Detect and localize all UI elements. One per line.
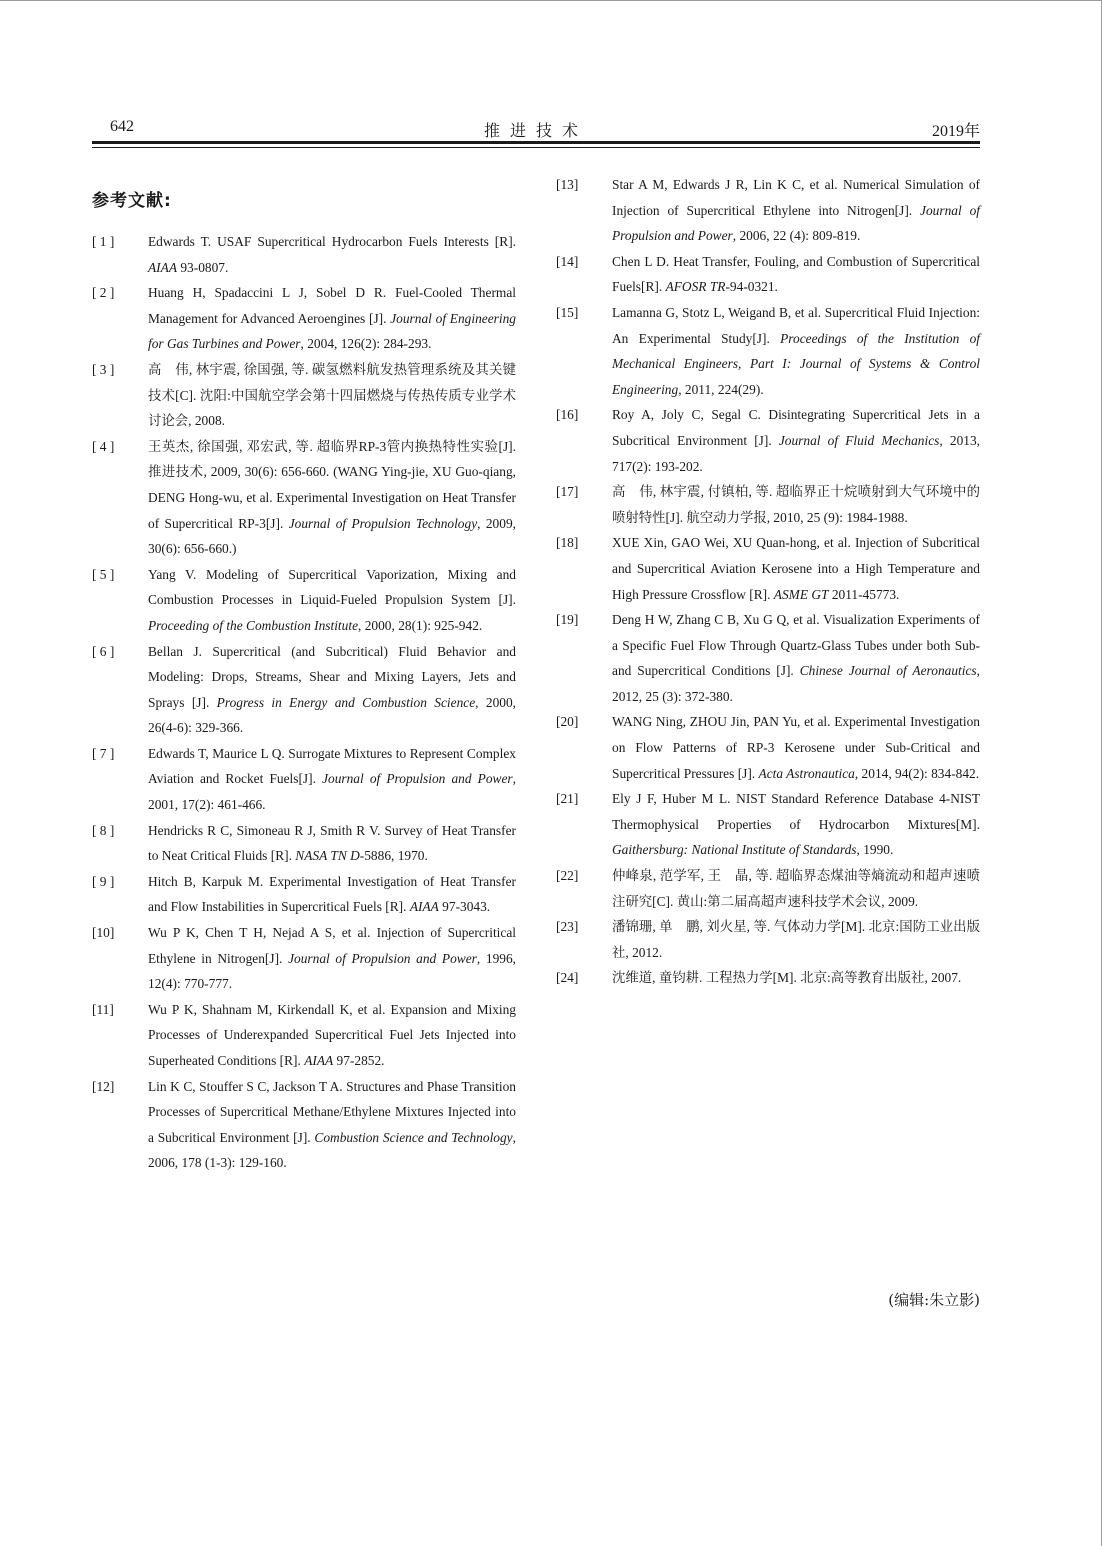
reference-text-segment: Hitch B, Karpuk M. Experimental Investigation of Heat Transfer and Flow Instabilities in Supercritical Fuels [R]. xyxy=(148,873,516,915)
references-column-left xyxy=(92,229,516,1176)
reference-text-segment: 高 伟, 林宇震, 付镇柏, 等. 超临界正十烷喷射到大气环境中的喷射特性[J]. 航空动力学报, 2010, 25 (9): 1984-1988. xyxy=(612,484,980,525)
reference-entry xyxy=(92,229,516,280)
reference-number: [22] xyxy=(556,868,579,884)
reference-text-segment: -5886, 1970. xyxy=(359,848,428,864)
reference-entry xyxy=(92,639,516,741)
reference-number: [19] xyxy=(556,612,579,628)
reference-source-italic: Proceeding of the Combustion Institute xyxy=(148,617,359,633)
reference-text-segment: Ely J F, Huber M L. NIST Standard Reference Database 4-NIST Thermophysical Properties of Hydrocarbon Mixtures[M]. xyxy=(612,791,980,832)
reference-text-segment: Edwards T. USAF Supercritical Hydrocarbon Fuels Interests [R]. xyxy=(148,234,516,249)
reference-text-segment: , 2012, 25 (3): 372-380. xyxy=(612,663,980,704)
reference-entry xyxy=(92,357,516,434)
reference-entry xyxy=(556,863,980,914)
reference-text-segment: XUE Xin, GAO Wei, XU Quan-hong, et al. Injection of Subcritical and Supercritical Aviation Kerosene into a High Temperature and High Pressure Crossflow [R]. xyxy=(612,535,980,602)
reference-number: [18] xyxy=(556,535,579,551)
reference-text xyxy=(148,357,516,434)
reference-entry xyxy=(92,280,516,357)
reference-text xyxy=(612,300,980,402)
reference-text xyxy=(148,639,516,741)
reference-text-segment: 沈维道, 童钧耕. 工程热力学[M]. 北京:高等教育出版社, 2007. xyxy=(612,970,962,986)
editor-note: (编辑:朱立影) xyxy=(888,1291,980,1309)
reference-source-italic: Journal of Engineering for Gas Turbines and Power xyxy=(148,310,516,352)
reference-text xyxy=(612,607,980,709)
reference-text xyxy=(148,562,516,639)
reference-text-segment: -94-0321. xyxy=(725,279,778,295)
reference-text-segment: Deng H W, Zhang C B, Xu G Q, et al. Visualization Experiments of a Specific Fuel Flow Through Quartz-Glass Tubes under both Sub-and Supercritical Conditions [J]. xyxy=(612,612,980,679)
reference-text-segment: 97-2852. xyxy=(333,1053,385,1068)
reference-entry xyxy=(556,300,980,402)
reference-source-italic: Journal of Propulsion and Power xyxy=(612,202,980,244)
reference-entry xyxy=(556,965,980,991)
reference-source-italic: Acta Astronautica xyxy=(758,765,855,781)
reference-text-segment: Yang V. Modeling of Supercritical Vaporization, Mixing and Combustion Processes in Liquid-Fueled Propulsion System [J]. xyxy=(148,566,516,608)
reference-text xyxy=(612,479,980,530)
reference-text xyxy=(148,229,516,280)
reference-text xyxy=(612,914,980,965)
reference-entry xyxy=(556,249,980,300)
reference-number: [24] xyxy=(556,970,579,986)
issue-year: 2019年 xyxy=(931,123,980,140)
reference-entry xyxy=(556,172,980,249)
reference-text-segment: Wu P K, Chen T H, Nejad A S, et al. Injection of Supercritical Ethylene in Nitrogen[J]. xyxy=(148,925,516,966)
reference-text-segment: Chen L D. Heat Transfer, Fouling, and Combustion of Supercritical Fuels[R]. xyxy=(612,253,980,295)
reference-text xyxy=(148,280,516,357)
reference-text-segment: 潘锦珊, 单 鹏, 刘火星, 等. 气体动力学[M]. 北京:国防工业出版社, 2012. xyxy=(612,919,980,960)
reference-number: [11] xyxy=(92,1001,114,1017)
reference-text-segment: Bellan J. Supercritical (and Subcritical) Fluid Behavior and Modeling: Drops, Streams, Shear and Mixing Layers, Jets and Sprays [J]. xyxy=(148,643,516,710)
reference-entry xyxy=(92,997,516,1074)
journal-title: 推进技术 xyxy=(483,123,588,140)
reference-source-italic: Gaithersburg: National Institute of Standards xyxy=(612,842,857,858)
reference-entry xyxy=(556,530,980,607)
reference-source-italic: NASA TN D xyxy=(295,848,360,864)
reference-text xyxy=(612,863,980,914)
reference-text-segment: Lamanna G, Stotz L, Weigand B, et al. Supercritical Fluid Injection: An Experimental Study[J]. xyxy=(612,304,980,346)
header-rule-thick xyxy=(92,141,980,144)
reference-number: [10] xyxy=(92,925,115,941)
reference-text-segment: , 2013, 717(2): 193-202. xyxy=(612,432,980,474)
reference-entry xyxy=(92,920,516,997)
reference-source-italic: AFOSR TR xyxy=(665,279,726,295)
reference-number: [13] xyxy=(556,177,579,192)
reference-text xyxy=(612,249,980,300)
reference-number: [ 3 ] xyxy=(92,361,115,377)
reference-entry xyxy=(92,1074,516,1176)
reference-number: [16] xyxy=(556,407,579,423)
reference-source-italic: Journal of Propulsion and Power xyxy=(288,950,477,966)
reference-number: [ 6 ] xyxy=(92,643,115,659)
reference-number: [21] xyxy=(556,791,579,807)
reference-source-italic: Progress in Energy and Combustion Science xyxy=(216,694,476,710)
reference-text-segment: Hendricks R C, Simoneau R J, Smith R V. Survey of Heat Transfer to Neat Critical Fluids [R]. xyxy=(148,822,516,864)
header-rule-thin xyxy=(92,147,980,148)
references-heading: 参考文献: xyxy=(92,191,172,211)
reference-text-segment: Lin K C, Stouffer S C, Jackson T A. Structures and Phase Transition Processes of Supercritical Methane/Ethylene Mixtures Injected into a Subcritical Environment [J]. xyxy=(148,1078,516,1145)
reference-text xyxy=(148,997,516,1074)
reference-text-segment: 2011-45773. xyxy=(828,586,900,602)
reference-text-segment: , 1990. xyxy=(856,842,894,858)
reference-entry xyxy=(92,869,516,920)
page-top-border xyxy=(0,0,1102,1)
reference-number: [23] xyxy=(556,919,579,935)
reference-source-italic: Combustion Science and Technology xyxy=(314,1129,513,1145)
reference-text-segment: , 2014, 94(2): 834-842. xyxy=(854,765,980,781)
reference-source-italic: ASME GT xyxy=(773,586,829,602)
reference-source-italic: AIAA xyxy=(409,899,439,915)
reference-entry xyxy=(92,434,516,562)
reference-text-segment: Star A M, Edwards J R, Lin K C, et al. Numerical Simulation of Injection of Supercritical Ethylene into Nitrogen[J]. xyxy=(612,177,980,218)
reference-text-segment: 高 伟, 林宇震, 徐国强, 等. 碳氢燃料航发热管理系统及其关键技术[C]. 沈阳:中国航空学会第十四届燃烧与传热传质专业学术讨论会, 2008. xyxy=(148,361,516,429)
reference-text-segment: , 1996, 12(4): 770-777. xyxy=(148,950,516,992)
reference-number: [15] xyxy=(556,304,579,320)
reference-text xyxy=(612,530,980,607)
reference-entry xyxy=(556,402,980,479)
reference-text-segment: , 2006, 22 (4): 809-819. xyxy=(732,228,861,244)
reference-source-italic: Proceedings of the Institution of Mechanical Engineers, Part I: Journal of Systems & Control Engineering xyxy=(612,330,980,397)
reference-entry xyxy=(92,741,516,818)
reference-text-segment: Edwards T, Maurice L Q. Surrogate Mixtures to Represent Complex Aviation and Rocket Fuels[J]. xyxy=(148,745,516,787)
reference-number: [20] xyxy=(556,714,579,730)
reference-entry xyxy=(92,562,516,639)
reference-text-segment: Wu P K, Shahnam M, Kirkendall K, et al. Expansion and Mixing Processes of Underexpanded Supercritical Fuel Jets Injected into Superheated Conditions [R]. xyxy=(148,1001,516,1068)
reference-text-segment: , 2000, 26(4-6): 329-366. xyxy=(148,694,517,736)
page-number: 642 xyxy=(110,118,134,135)
reference-source-italic: Journal of Propulsion and Power xyxy=(322,771,513,787)
reference-text xyxy=(148,818,516,869)
reference-text xyxy=(148,920,516,997)
reference-number: [ 1 ] xyxy=(92,234,115,249)
reference-number: [ 4 ] xyxy=(92,438,115,454)
reference-source-italic: AIAA xyxy=(304,1053,334,1068)
reference-text-segment: 97-3043. xyxy=(438,899,491,915)
reference-text xyxy=(612,402,980,479)
reference-text-segment: Huang H, Spadaccini L J, Sobel D R. Fuel-Cooled Thermal Management for Advanced Aeroengines [J]. xyxy=(148,285,516,326)
reference-number: [ 7 ] xyxy=(92,745,115,761)
reference-text xyxy=(148,1074,516,1176)
reference-text-segment: 93-0807. xyxy=(177,259,229,275)
reference-source-italic: AIAA xyxy=(148,259,177,275)
reference-entry xyxy=(556,709,980,786)
reference-text-segment: Roy A, Joly C, Segal C. Disintegrating Supercritical Jets in a Subcritical Environment [J]. xyxy=(612,407,980,448)
reference-text xyxy=(612,709,980,786)
reference-entry xyxy=(556,607,980,709)
reference-number: [ 8 ] xyxy=(92,822,115,838)
reference-number: [17] xyxy=(556,484,579,500)
reference-number: [14] xyxy=(556,253,579,269)
reference-text-segment: 王英杰, 徐国强, 邓宏武, 等. 超临界RP-3管内换热特性实验[J]. 推进技术, 2009, 30(6): 656-660. (WANG Ying-jie, XU Guo-qiang, DENG Hong-wu, et al. Experimental Investigation on Heat Transfer of Supercritical RP-3[J]. xyxy=(148,438,516,531)
reference-text xyxy=(612,786,980,863)
reference-entry xyxy=(92,818,516,869)
reference-entry xyxy=(556,479,980,530)
reference-text xyxy=(148,434,516,562)
references-column-right xyxy=(556,172,980,991)
reference-text-segment: , 2004, 126(2): 284-293. xyxy=(300,336,432,352)
reference-source-italic: Chinese Journal of Aeronautics xyxy=(799,663,977,679)
reference-text-segment: WANG Ning, ZHOU Jin, PAN Yu, et al. Experimental Investigation on Flow Patterns of RP-3 Kerosene under Sub-Critical and Supercritical Pressures [J]. xyxy=(612,714,980,781)
reference-text-segment: 仲峰泉, 范学军, 王 晶, 等. 超临界态煤油等熵流动和超声速喷注研究[C]. 黄山:第二届高超声速科技学术会议, 2009. xyxy=(612,868,980,909)
reference-entry xyxy=(556,914,980,965)
reference-number: [ 2 ] xyxy=(92,285,115,301)
reference-text xyxy=(612,965,980,991)
reference-text-segment: , 2006, 178 (1-3): 129-160. xyxy=(148,1129,516,1171)
reference-text xyxy=(148,869,516,920)
reference-text-segment: , 2000, 28(1): 925-942. xyxy=(358,617,483,633)
reference-text-segment: , 2001, 17(2): 461-466. xyxy=(148,771,516,813)
reference-text xyxy=(612,172,980,249)
reference-text-segment: , 2009, 30(6): 656-660.) xyxy=(148,515,516,557)
reference-number: [ 5 ] xyxy=(92,566,115,582)
reference-entry xyxy=(556,786,980,863)
reference-text xyxy=(148,741,516,818)
running-header xyxy=(92,114,980,138)
reference-text-segment: , 2011, 224(29). xyxy=(678,381,764,397)
reference-source-italic: Journal of Fluid Mechanics xyxy=(778,432,940,448)
reference-number: [ 9 ] xyxy=(92,873,115,889)
reference-number: [12] xyxy=(92,1078,115,1094)
reference-source-italic: Journal of Propulsion Technology xyxy=(288,515,478,531)
